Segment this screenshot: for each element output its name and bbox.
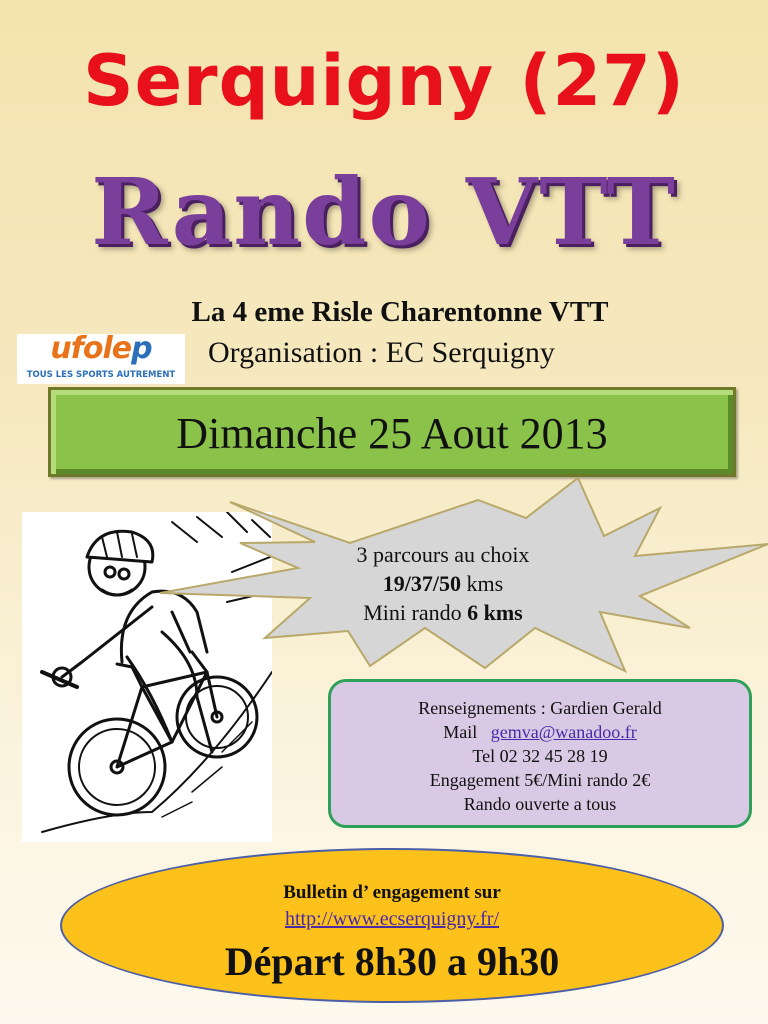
footer-oval bbox=[60, 848, 724, 1003]
mail-line bbox=[331, 720, 749, 744]
mail-label: Mail bbox=[443, 722, 478, 742]
course-options bbox=[283, 540, 603, 627]
logo-wordmark: ufolep bbox=[50, 331, 152, 366]
distances-value: 19/37/50 bbox=[382, 571, 462, 596]
course-intro: 3 parcours au choix bbox=[356, 542, 530, 567]
city-title: Serquigny (27) bbox=[83, 40, 685, 122]
website-link[interactable]: http://www.ecserquigny.fr/ bbox=[284, 908, 500, 930]
distances-unit: kms bbox=[461, 571, 504, 596]
open-line: Rando ouverte a tous bbox=[463, 794, 617, 814]
mini-rando-line bbox=[283, 598, 603, 627]
logo-wordmark-accent: p bbox=[131, 331, 152, 366]
course-distances bbox=[283, 569, 603, 598]
info-box bbox=[328, 679, 752, 828]
bulletin-text: Bulletin d’ engagement sur bbox=[283, 882, 501, 903]
site-line bbox=[62, 908, 722, 931]
logo-tagline: TOUS LES SPORTS AUTREMENT bbox=[26, 370, 176, 380]
ufolep-logo bbox=[17, 331, 185, 384]
mail-link[interactable]: gemva@wanadoo.fr bbox=[490, 722, 637, 742]
date-banner bbox=[48, 387, 736, 477]
event-title: Rando VTT bbox=[91, 158, 677, 266]
mini-rando-distance: 6 kms bbox=[467, 600, 523, 625]
contact-line: Renseignements : Gardien Gerald bbox=[418, 698, 662, 718]
organiser-text: Organisation : EC Serquigny bbox=[208, 336, 555, 369]
fees-line: Engagement 5€/Mini rando 2€ bbox=[429, 770, 651, 790]
edition-subtitle: La 4 eme Risle Charentonne VTT bbox=[191, 296, 609, 328]
tel-line: Tel 02 32 45 28 19 bbox=[472, 746, 608, 766]
departure-time: Départ 8h30 a 9h30 bbox=[224, 939, 560, 984]
mini-rando-label: Mini rando bbox=[363, 600, 468, 625]
info-lines bbox=[331, 696, 749, 816]
event-date: Dimanche 25 Aout 2013 bbox=[176, 409, 608, 458]
